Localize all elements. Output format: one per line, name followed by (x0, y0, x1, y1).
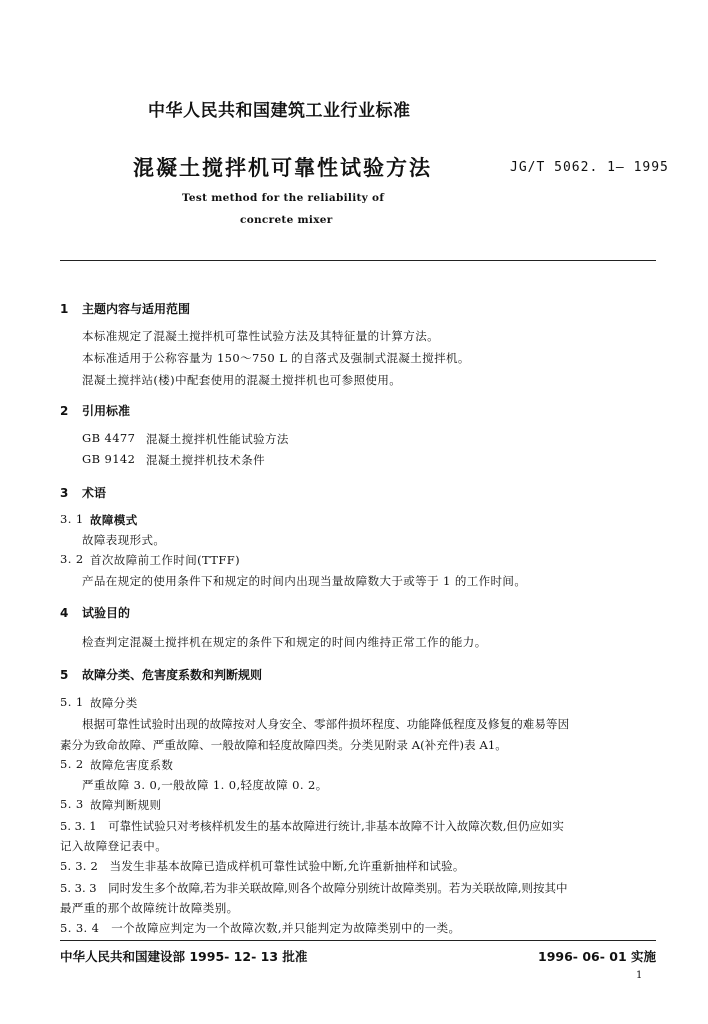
effective-date: 1996- 06- 01 实施 (538, 949, 657, 964)
footer-rule (60, 940, 656, 941)
section-heading (60, 484, 106, 501)
paragraph: 5. 3. 4 一个故障应判定为一个故障次数,并只能判定为故障类别中的一类。 (60, 921, 461, 935)
paragraph: 检查判定混凝土搅拌机在规定的条件下和规定的时间内维持正常工作的能力。 (82, 635, 487, 649)
paragraph: 5. 3. 3 同时发生多个故障,若为非关联故障,则各个故障分别统计故障类别。若为关联故障,则按其中 (60, 881, 568, 895)
paragraph: 本标准规定了混凝土搅拌机可靠性试验方法及其特征量的计算方法。 (82, 329, 439, 343)
subsection-title: 故障危害度系数 (90, 758, 174, 772)
paragraph: 记入故障登记表中。 (60, 839, 168, 853)
paragraph: 故障表现形式。 (82, 533, 166, 547)
paragraph: 5. 3. 2 当发生非基本故障已造成样机可靠性试验中断,允许重新抽样和试验。 (60, 859, 465, 873)
standard-code: JG/T 5062. 1— 1995 (510, 160, 669, 175)
english-title-line-2: concrete mixer (240, 214, 333, 226)
subsection-number: 3. 1 (60, 512, 84, 526)
section-title: 主题内容与适用范围 (82, 302, 191, 316)
subsection-title: 首次故障前工作时间(TTFF) (90, 553, 240, 567)
subsection-number: 5. 1 (60, 695, 84, 709)
paragraph: 严重故障 3. 0,一般故障 1. 0,轻度故障 0. 2。 (82, 778, 328, 792)
english-title-line-1: Test method for the reliability of (182, 192, 385, 204)
subsection-number: 5. 2 (60, 757, 84, 771)
reference-code: GB 4477 (82, 431, 136, 445)
subsection-title: 故障分类 (90, 696, 138, 710)
reference-code: GB 9142 (82, 452, 136, 466)
document-title: 混凝土搅拌机可靠性试验方法 (133, 156, 432, 180)
section-heading (60, 604, 130, 621)
reference-title: 混凝土搅拌机性能试验方法 (146, 432, 289, 446)
paragraph: 素分为致命故障、严重故障、一般故障和轻度故障四类。分类见附录 A(补充件)表 A1。 (60, 738, 507, 752)
paragraph: 本标准适用于公称容量为 150～750 L 的自落式及强制式混凝土搅拌机。 (82, 351, 470, 365)
issuer-heading: 中华人民共和国建筑工业行业标准 (148, 101, 411, 121)
section-number: 2 (60, 404, 69, 418)
top-rule (60, 260, 656, 261)
section-title: 术语 (82, 486, 107, 500)
section-title: 引用标准 (82, 404, 131, 418)
reference-title: 混凝土搅拌机技术条件 (146, 453, 265, 467)
section-heading (60, 300, 190, 317)
subsection-number: 3. 2 (60, 552, 84, 566)
paragraph: 混凝土搅拌站(楼)中配套使用的混凝土搅拌机也可参照使用。 (82, 373, 402, 387)
subsection-title: 故障模式 (90, 513, 138, 527)
section-number: 4 (60, 606, 69, 620)
paragraph: 产品在规定的使用条件下和规定的时间内出现当量故障数大于或等于 1 的工作时间。 (82, 574, 527, 588)
section-title: 试验目的 (82, 606, 131, 620)
section-number: 1 (60, 302, 69, 316)
approval-note: 中华人民共和国建设部 1995- 12- 13 批准 (60, 949, 308, 964)
subsection-title: 故障判断规则 (90, 798, 162, 812)
section-title: 故障分类、危害度系数和判断规则 (82, 668, 263, 682)
section-heading (60, 666, 262, 683)
paragraph: 根据可靠性试验时出现的故障按对人身安全、零部件损坏程度、功能降低程度及修复的难易等因 (82, 717, 570, 731)
section-heading (60, 402, 130, 419)
page-number: 1 (636, 970, 643, 981)
section-number: 5 (60, 668, 69, 682)
paragraph: 最严重的那个故障统计故障类别。 (60, 901, 239, 915)
subsection-number: 5. 3 (60, 797, 84, 811)
paragraph: 5. 3. 1 可靠性试验只对考核样机发生的基本故障进行统计,非基本故障不计入故障次数,但仍应如实 (60, 819, 564, 833)
section-number: 3 (60, 486, 69, 500)
